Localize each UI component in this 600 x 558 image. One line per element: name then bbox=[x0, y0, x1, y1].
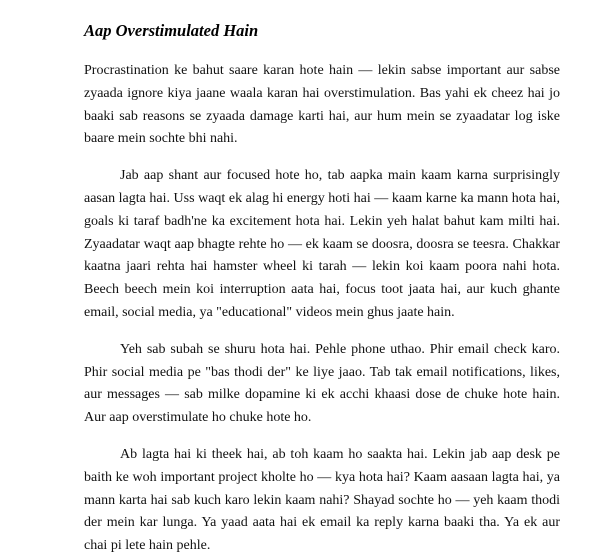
paragraph-3: Yeh sab subah se shuru hota hai. Pehle phone uthao. Phir email check karo. Phir social media pe "bas thodi der" ke liye jaao. Tab tak email notifications, likes, aur messages — sab milke dopamine ki ek acchi khaasi dose de chuke hote hain. Aur aap overstimulate ho chuke hote ho. bbox=[84, 341, 560, 426]
paragraph-4: Ab lagta hai ki theek hai, ab toh kaam ho saakta hai. Lekin jab aap desk pe baith ke woh important project kholte ho — kya hota hai? Kaam aasaan lagta hai, ya mann karta hai sab kuch karo lekin kaam nahi? Shayad sochte ho — yeh kaam thodi der mein kar lunga. Ya yaad aata hai ek email ka reply karna baaki tha. Ya ek aur chai pi lete hain pehle. bbox=[84, 446, 560, 554]
paragraph-2: Jab aap shant aur focused hote ho, tab aapka main kaam karna surprisingly aasan lagta hai. Uss waqt ek alag hi energy hoti hai — kaam karne ka mann hota hai, goals ki taraf badh'ne ka excitement hota hai. Lekin yeh halat bahut kam milti hai. Zyaadatar waqt aap bhagte rehte ho — ek kaam se doosra, doosra se teesra. Chakkar kaatna jaari rehta hai hamster wheel ki tarah — lekin koi kaam poora nahi hota. Beech beech mein koi interruption aata hai, focus toot jaata hai, aur kuch ghante email, social media, ya "educational" videos mein ghus jaate hain. bbox=[84, 168, 560, 320]
document-title: Aap Overstimulated Hain bbox=[84, 21, 259, 40]
paragraph-1: Procrastination ke bahut saare karan hote hain — lekin sabse important aur sabse zyaada ignore kiya jaane waala karan hai overstimulation. Bas yahi ek cheez hai jo baaki sab reasons se zyaada damage karti hai, aur hum mein se zyaadatar log iske baare mein sochte bhi nahi. bbox=[84, 63, 560, 147]
